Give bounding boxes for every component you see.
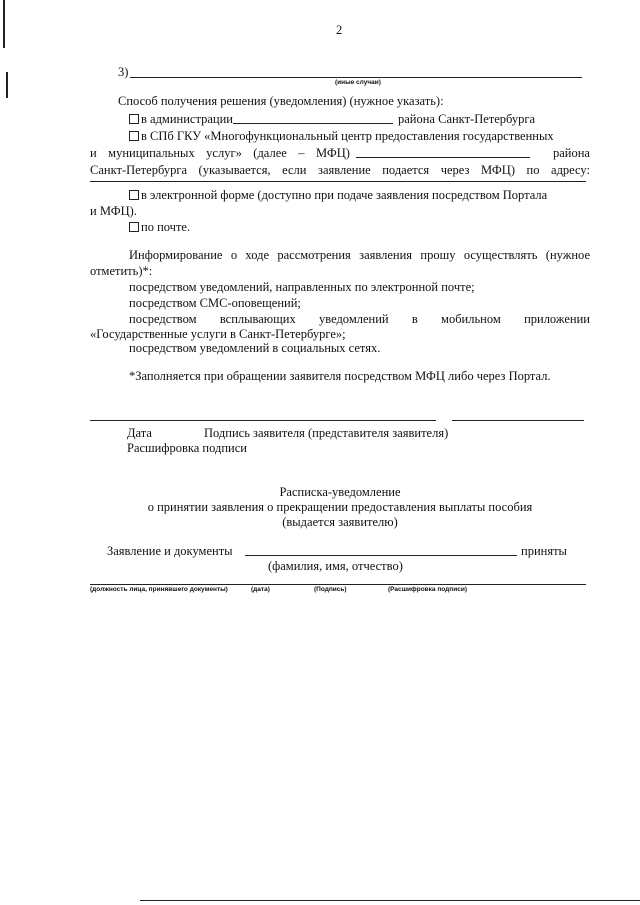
word: Информирование	[129, 248, 223, 262]
word: если	[282, 163, 307, 177]
informing-option-popup	[129, 311, 590, 327]
checkbox-icon	[129, 131, 139, 141]
receipt-fio-caption: (фамилия, имя, отчество)	[268, 559, 403, 573]
word: о	[230, 248, 238, 262]
word: Санкт-Петербурга	[90, 163, 188, 177]
word: (далее	[253, 146, 287, 160]
signature-decode-line	[452, 420, 584, 421]
receipt-bottom-line	[90, 584, 586, 585]
word: МФЦ)	[315, 146, 350, 160]
receipt-subtitle: о принятии заявления о прекращении предоставления выплаты пособия	[147, 500, 533, 514]
item-3-number: 3)	[118, 65, 129, 79]
word: посредством	[129, 312, 197, 326]
scan-bottom-edge-line	[140, 900, 640, 901]
mfc-district-underline	[356, 157, 530, 158]
checkbox-icon	[129, 114, 139, 124]
word: адресу:	[551, 163, 590, 177]
word: –	[298, 146, 305, 160]
word: в	[411, 312, 418, 326]
word: всплывающих	[219, 312, 296, 326]
receipt-fio-underline	[245, 555, 517, 556]
delivery-admin-suffix: района Санкт-Петербурга	[398, 112, 536, 126]
signature-decode-label: Расшифровка подписи	[127, 441, 247, 455]
word: и	[90, 146, 97, 160]
item-3-underline	[130, 77, 582, 78]
delivery-admin-prefix: в администрации	[141, 112, 233, 126]
delivery-post-option	[129, 219, 190, 235]
receipt-note: (выдается заявителю)	[282, 515, 398, 529]
informing-option-social: посредством уведомлений в социальных сетях.	[129, 341, 381, 355]
word: приложении	[524, 312, 590, 326]
receipt-caption-sign: (Подпись)	[314, 586, 347, 593]
informing-line1	[129, 247, 590, 263]
delivery-mfc-line1: в СПб ГКУ «Многофункциональный центр предоставления государственных	[141, 129, 554, 143]
word: (нужное	[545, 248, 590, 262]
admin-district-underline	[233, 123, 393, 124]
word: муниципальных	[108, 146, 195, 160]
delivery-mfc-option	[129, 128, 554, 144]
delivery-mfc-line2-end: района	[553, 146, 590, 160]
receipt-title: Расписка-уведомление	[279, 485, 401, 499]
word: (указывается,	[198, 163, 271, 177]
delivery-electronic-option	[129, 187, 547, 203]
word: ходе	[245, 248, 269, 262]
word: подается	[382, 163, 430, 177]
delivery-post: по почте.	[141, 220, 191, 234]
word: заявления	[359, 248, 413, 262]
page-number: 2	[336, 23, 343, 37]
informing-line2: отметить)*:	[90, 264, 153, 278]
signature-sign-label: Подпись заявителя (представителя заявителя)	[204, 426, 449, 440]
delivery-electronic-line1: в электронной форме (доступно при подаче заявления посредством Портала	[141, 188, 548, 202]
word: заявление	[318, 163, 371, 177]
delivery-heading: Способ получения решения (уведомления) (нужное указать):	[118, 94, 444, 108]
informing-option-email: посредством уведомлений, направленных по электронной почте;	[129, 280, 475, 294]
item-3-caption: (иные случаи)	[335, 79, 381, 86]
signature-date-label: Дата	[127, 426, 152, 440]
word: по	[526, 163, 540, 177]
word: услуг»	[206, 146, 242, 160]
receipt-caption-position: (должность лица, принявшего документы)	[90, 586, 228, 593]
word: рассмотрения	[277, 248, 351, 262]
receipt-caption-date: (дата)	[251, 586, 270, 593]
checkbox-icon	[129, 190, 139, 200]
signature-date-line	[90, 420, 436, 421]
receipt-accepted-suffix: приняты	[521, 544, 567, 558]
word: прошу	[420, 248, 456, 262]
word: осуществлять	[463, 248, 538, 262]
scan-left-edge-line	[3, 0, 5, 48]
informing-footnote: *Заполняется при обращении заявителя посредством МФЦ либо через Портал.	[129, 369, 551, 383]
receipt-accepted-prefix: Заявление и документы	[107, 544, 233, 558]
scan-left-edge-line-lower	[6, 72, 8, 98]
receipt-caption-decode: (Расшифровка подписи)	[388, 586, 467, 593]
word: уведомлений	[318, 312, 389, 326]
word: МФЦ)	[480, 163, 515, 177]
word: через	[440, 163, 470, 177]
delivery-admin-option	[129, 111, 233, 127]
checkbox-icon	[129, 222, 139, 232]
informing-option-popup-line2: «Государственные услуги в Санкт-Петербурге»;	[90, 327, 346, 341]
mfc-address-underline	[90, 181, 586, 182]
informing-option-sms: посредством СМС-оповещений;	[129, 296, 301, 310]
word: мобильном	[441, 312, 501, 326]
delivery-mfc-line3	[90, 162, 590, 178]
delivery-mfc-line2	[90, 145, 350, 161]
delivery-electronic-line2: и МФЦ).	[90, 204, 137, 218]
